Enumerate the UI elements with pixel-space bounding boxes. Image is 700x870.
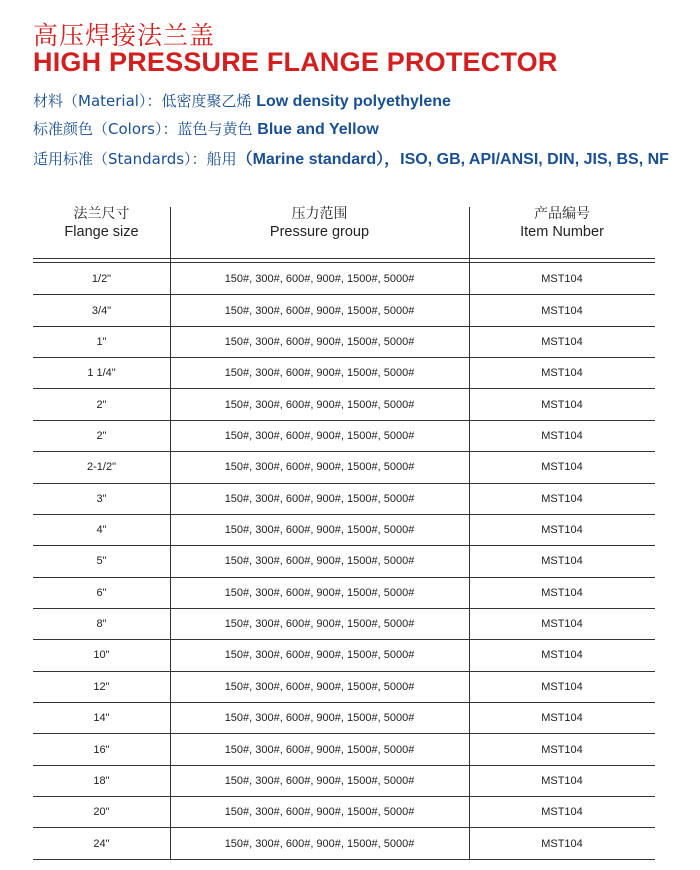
cell-pressure-group: 150#, 300#, 600#, 900#, 1500#, 5000# [224, 429, 415, 442]
cell-item-number: MST104 [541, 680, 583, 693]
cell-flange-size: 2-1/2" [87, 461, 116, 474]
header-pressure-group-en: Pressure group [269, 224, 370, 240]
cell-flange-size: 8" [96, 618, 107, 631]
spec-standards [33, 146, 669, 169]
cell-item-number: MST104 [541, 273, 583, 286]
table-row [33, 389, 655, 420]
cell-flange-size: 2" [96, 429, 107, 442]
cell-flange-size: 3" [96, 492, 107, 505]
table-row [33, 358, 655, 389]
spec-material [33, 90, 451, 111]
header-item-number-cn: 产品编号 [534, 206, 590, 222]
cell-flange-size: 4" [96, 524, 107, 537]
title-chinese: 高压焊接法兰盖 [33, 21, 216, 50]
cell-item-number: MST104 [541, 618, 583, 631]
cell-pressure-group: 150#, 300#, 600#, 900#, 1500#, 5000# [224, 335, 415, 348]
cell-item-number: MST104 [541, 649, 583, 662]
cell-pressure-group: 150#, 300#, 600#, 900#, 1500#, 5000# [224, 273, 415, 286]
cell-item-number: MST104 [541, 398, 583, 411]
cell-flange-size: 18" [93, 774, 110, 787]
spec-material-cn: 低密度聚乙烯 [161, 92, 257, 110]
spec-colors-label: 标准颜色（Colors）： [33, 120, 178, 138]
spec-colors-cn: 蓝色与黄色 [177, 120, 258, 138]
cell-item-number: MST104 [541, 492, 583, 505]
table-row [33, 452, 655, 483]
header-rule-top [33, 258, 655, 259]
cell-pressure-group: 150#, 300#, 600#, 900#, 1500#, 5000# [224, 806, 415, 819]
table-row [33, 484, 655, 515]
cell-pressure-group: 150#, 300#, 600#, 900#, 1500#, 5000# [224, 712, 415, 725]
table-row [33, 828, 655, 859]
table-row [33, 640, 655, 671]
cell-pressure-group: 150#, 300#, 600#, 900#, 1500#, 5000# [224, 774, 415, 787]
cell-pressure-group: 150#, 300#, 600#, 900#, 1500#, 5000# [224, 461, 415, 474]
cell-pressure-group: 150#, 300#, 600#, 900#, 1500#, 5000# [224, 492, 415, 505]
cell-pressure-group: 150#, 300#, 600#, 900#, 1500#, 5000# [224, 680, 415, 693]
table-row [33, 672, 655, 703]
cell-item-number: MST104 [541, 712, 583, 725]
cell-pressure-group: 150#, 300#, 600#, 900#, 1500#, 5000# [224, 649, 415, 662]
cell-item-number: MST104 [541, 586, 583, 599]
spec-colors-en: Blue and Yellow [257, 121, 379, 138]
cell-item-number: MST104 [541, 304, 583, 317]
header-item-number-en: Item Number [520, 224, 604, 240]
cell-pressure-group: 150#, 300#, 600#, 900#, 1500#, 5000# [224, 304, 415, 317]
table-row [33, 797, 655, 828]
cell-flange-size: 6" [96, 586, 107, 599]
cell-item-number: MST104 [541, 461, 583, 474]
cell-flange-size: 3/4" [91, 304, 112, 317]
cell-pressure-group: 150#, 300#, 600#, 900#, 1500#, 5000# [224, 398, 415, 411]
table-row [33, 327, 655, 358]
spec-standards-label: 适用标准（Standards）： [33, 150, 207, 168]
cell-pressure-group: 150#, 300#, 600#, 900#, 1500#, 5000# [224, 586, 415, 599]
table-row [33, 421, 655, 452]
cell-item-number: MST104 [541, 743, 583, 756]
header-rule-bottom [33, 262, 655, 263]
cell-flange-size: 20" [93, 806, 110, 819]
header-flange-size-en: Flange size [64, 224, 139, 240]
table-row [33, 515, 655, 546]
cell-flange-size: 1" [96, 335, 107, 348]
cell-flange-size: 1/2" [91, 273, 112, 286]
header-pressure-group-cn: 压力范围 [291, 206, 348, 222]
header-pressure-group [170, 205, 469, 257]
cell-flange-size: 24" [93, 837, 110, 850]
table-row [33, 578, 655, 609]
table-row [33, 546, 655, 577]
header-item-number [469, 205, 655, 257]
spec-standards-cn: 船用 [206, 150, 237, 168]
cell-pressure-group: 150#, 300#, 600#, 900#, 1500#, 5000# [224, 367, 415, 380]
cell-item-number: MST104 [541, 429, 583, 442]
cell-flange-size: 14" [93, 712, 110, 725]
table-row [33, 609, 655, 640]
cell-flange-size: 1 1/4" [87, 367, 116, 380]
header-flange-size [33, 205, 170, 257]
cell-item-number: MST104 [541, 555, 583, 568]
cell-item-number: MST104 [541, 774, 583, 787]
spec-material-en: Low density polyethylene [256, 93, 451, 110]
cell-flange-size: 10" [93, 649, 110, 662]
table-row [33, 734, 655, 765]
cell-item-number: MST104 [541, 806, 583, 819]
cell-flange-size: 12" [93, 680, 110, 693]
cell-pressure-group: 150#, 300#, 600#, 900#, 1500#, 5000# [224, 618, 415, 631]
cell-pressure-group: 150#, 300#, 600#, 900#, 1500#, 5000# [224, 837, 415, 850]
cell-item-number: MST104 [541, 335, 583, 348]
flange-table [33, 205, 655, 850]
cell-item-number: MST104 [541, 837, 583, 850]
table-header [33, 205, 655, 257]
spec-material-label: 材料（Material）： [33, 92, 162, 110]
cell-item-number: MST104 [541, 524, 583, 537]
table-body [33, 264, 655, 860]
table-row [33, 295, 655, 326]
cell-pressure-group: 150#, 300#, 600#, 900#, 1500#, 5000# [224, 743, 415, 756]
table-row [33, 703, 655, 734]
title-english: HIGH PRESSURE FLANGE PROTECTOR [33, 47, 558, 77]
table-row [33, 264, 655, 295]
cell-flange-size: 16" [93, 743, 110, 756]
header-flange-size-cn: 法兰尺寸 [73, 206, 130, 222]
cell-flange-size: 2" [96, 398, 107, 411]
cell-pressure-group: 150#, 300#, 600#, 900#, 1500#, 5000# [224, 555, 415, 568]
spec-colors [33, 118, 379, 139]
cell-flange-size: 5" [96, 555, 107, 568]
table-row [33, 766, 655, 797]
cell-pressure-group: 150#, 300#, 600#, 900#, 1500#, 5000# [224, 524, 415, 537]
spec-standards-en: （Marine standard），ISO, GB, API/ANSI, DIN, JIS, BS, NF [236, 151, 669, 168]
cell-item-number: MST104 [541, 367, 583, 380]
